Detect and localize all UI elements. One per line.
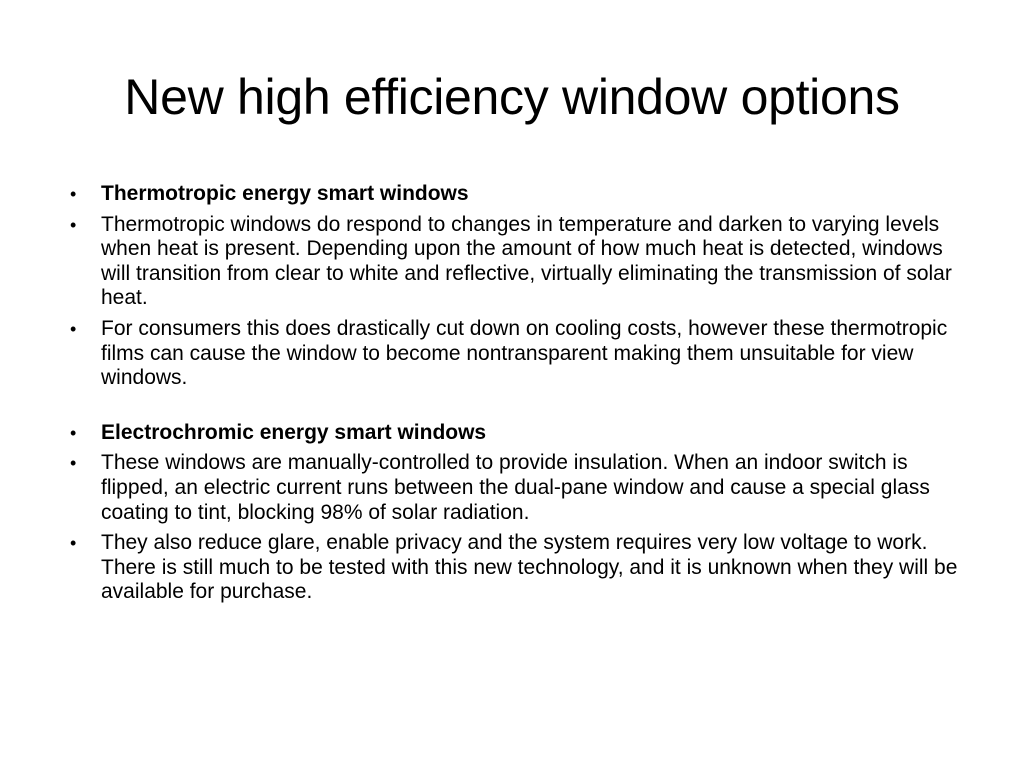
bullet-text: They also reduce glare, enable privacy and the system requires very low voltage to work. There is still much to be tested with this new technology, and it is unknown when they will be available for purchase. [101,531,958,604]
slide-title: New high efficiency window options [124,69,900,125]
bullet-item-electrochromic-heading [70,421,970,446]
bullet-icon: • [70,318,77,339]
bullet-text: Electrochromic energy smart windows [101,420,487,444]
bullet-list [70,182,970,611]
bullet-item-thermotropic-heading [70,182,970,207]
bullet-item-electrochromic-benefits [70,531,970,605]
bullet-item-electrochromic-description [70,451,970,525]
bullet-icon: • [70,422,77,443]
bullet-text: For consumers this does drastically cut down on cooling costs, however these thermotropic films can cause the window to become nontransparent making them unsuitable for view windows. [101,316,948,390]
bullet-item-thermotropic-consumers [70,317,970,391]
bullet-icon: • [70,184,77,204]
bullet-icon: • [70,453,77,474]
bullet-text: Thermotropic energy smart windows [101,182,469,205]
bullet-text: Thermotropic windows do respond to changes in temperature and darken to varying levels when heat is present. Depending upon the amount of how much heat is detected, windows will transition from clear to white and reflective, virtually eliminating the transmission of solar heat. [101,212,952,310]
bullet-text: These windows are manually-controlled to provide insulation. When an indoor switch is flipped, an electric current runs between the dual-pane window and cause a special glass coating to tint, blocking 98% of solar radiation. [101,451,930,524]
bullet-icon: • [70,533,77,554]
bullet-icon: • [70,214,77,235]
bullet-item-thermotropic-description [70,213,970,311]
